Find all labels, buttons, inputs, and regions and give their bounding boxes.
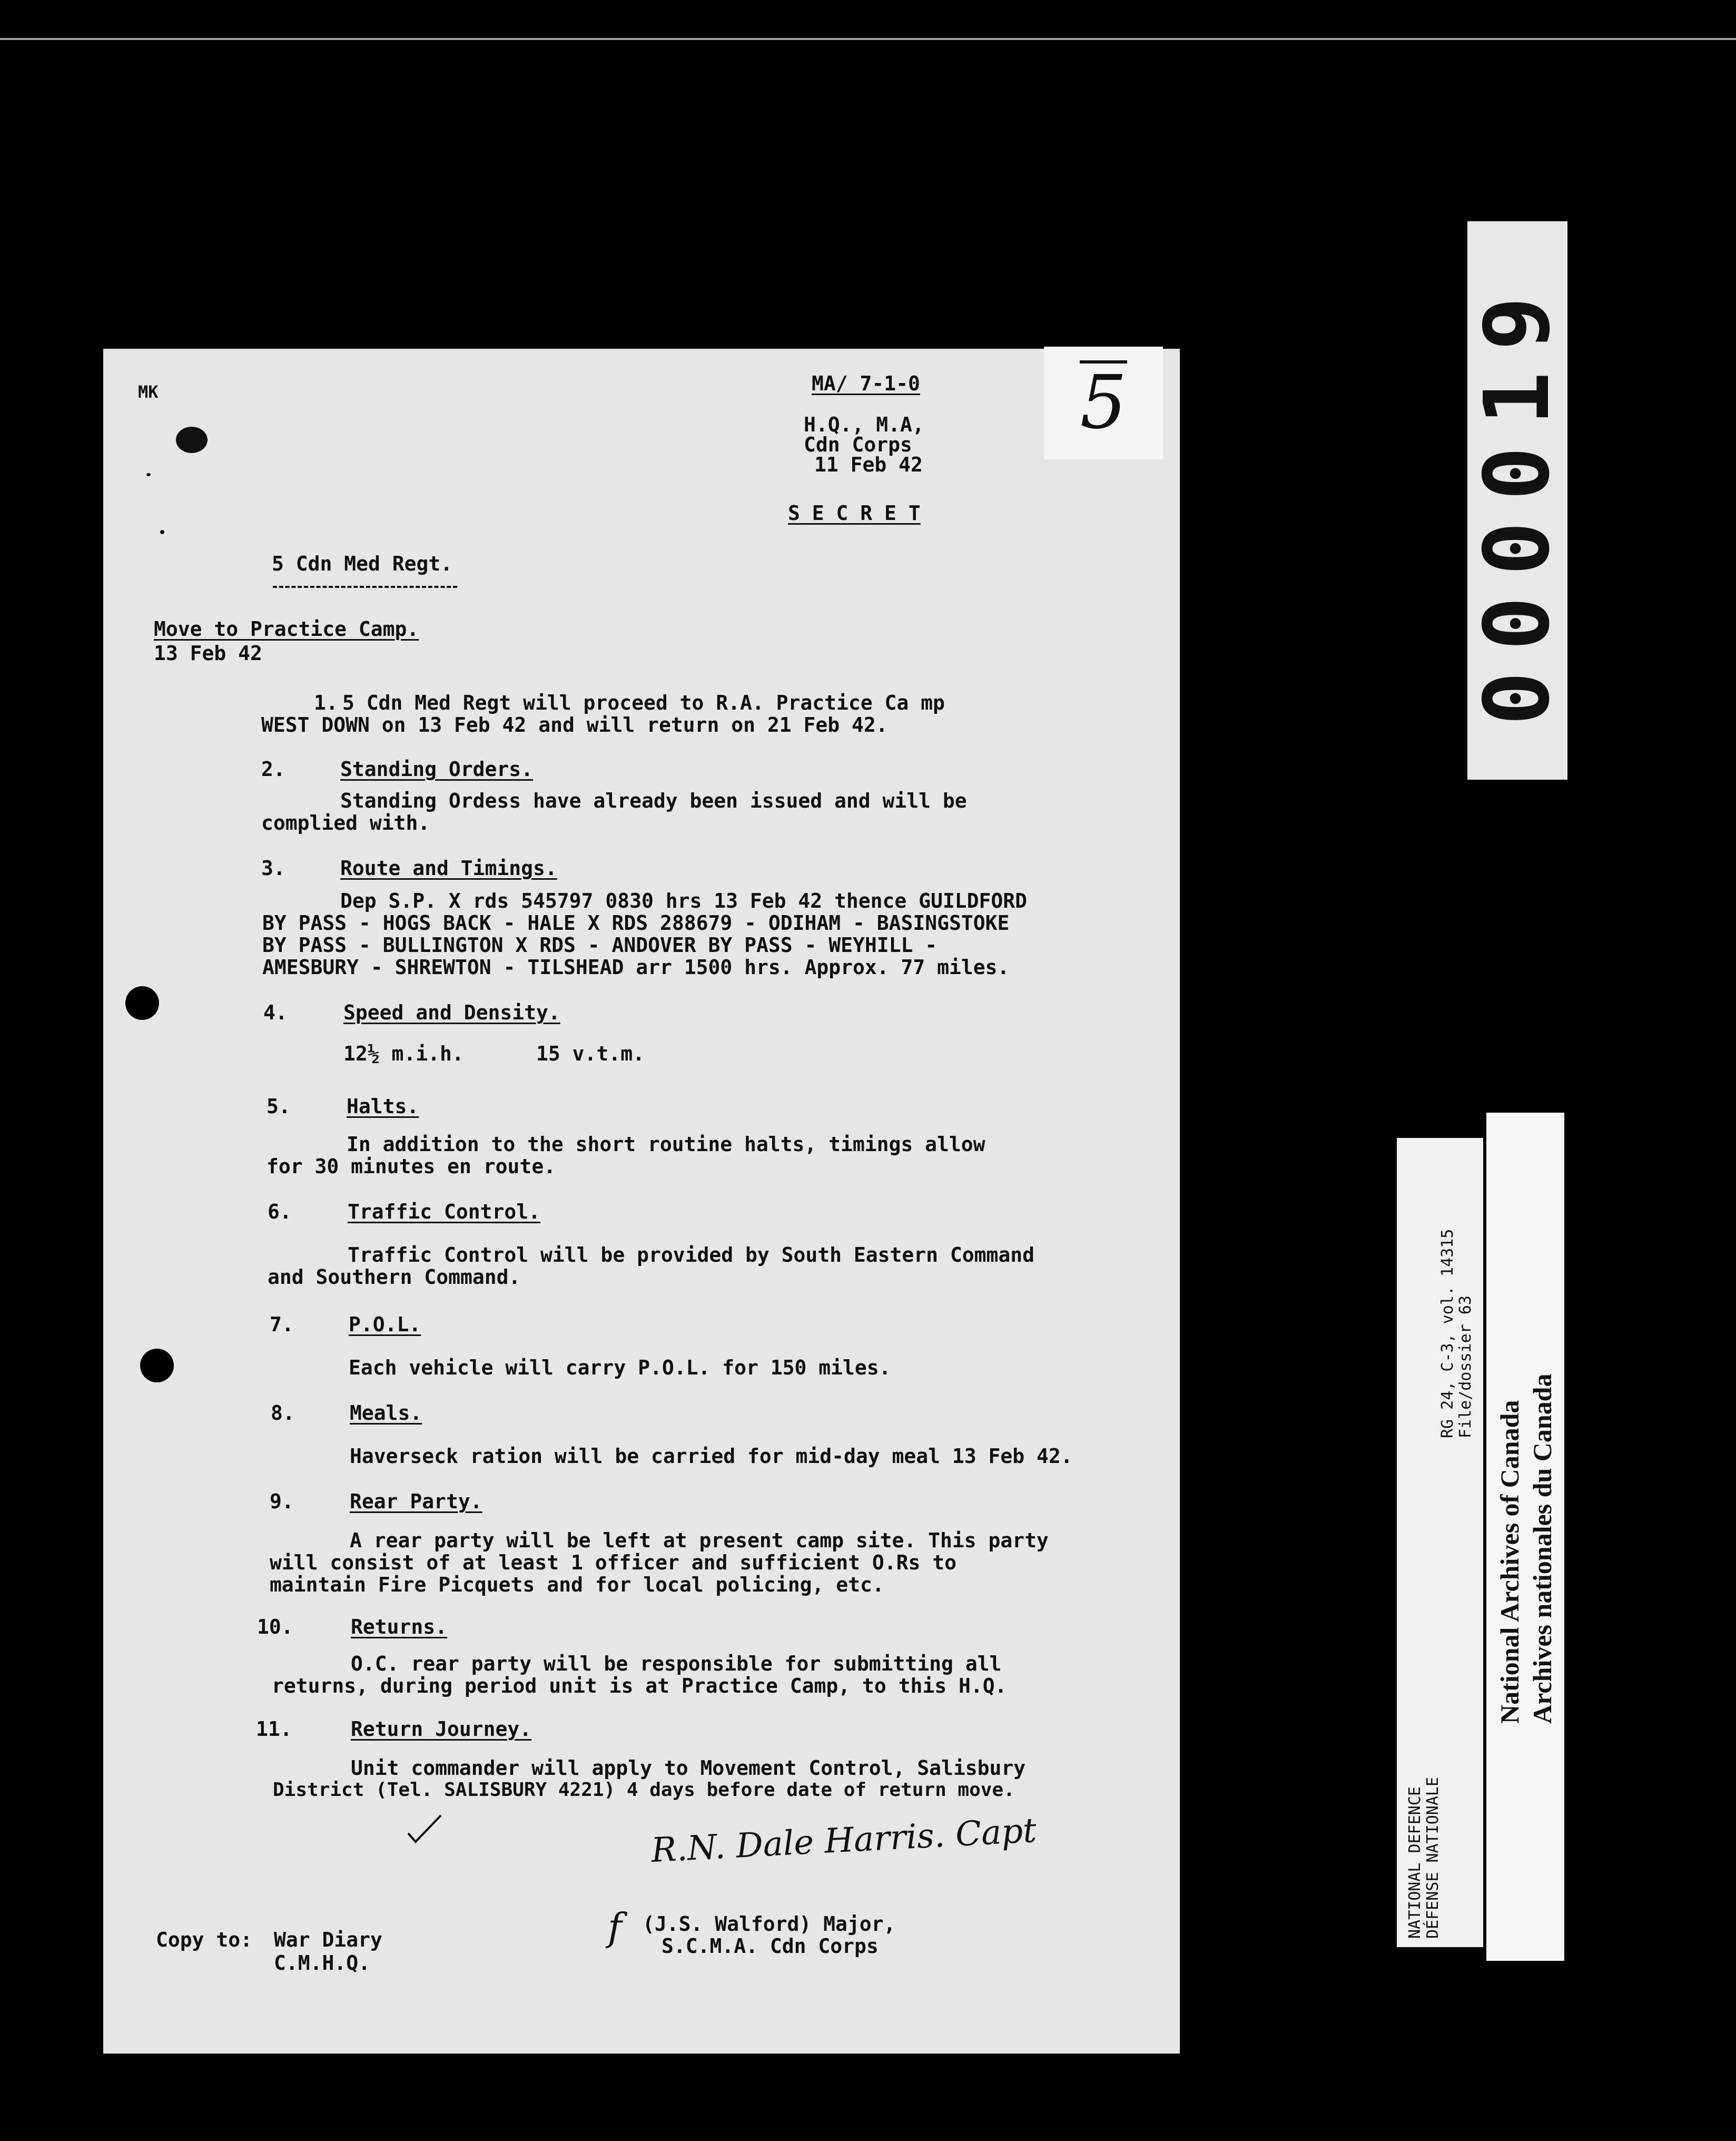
para-9-heading: Rear Party. bbox=[350, 1490, 482, 1513]
para-7-line-1: Each vehicle will carry P.O.L. for 150 miles. bbox=[349, 1356, 891, 1379]
para-3-line-1: Dep S.P. X rds 545797 0830 hrs 13 Feb 42 thence GUILDFORD bbox=[340, 889, 1028, 912]
rg-volume-reference: RG 24, C-3, vol. 14315 bbox=[1438, 1229, 1457, 1438]
national-defence-fr: DÉFENSE NATIONALE bbox=[1424, 1776, 1442, 1939]
file-reference: MA/ 7-1-0 bbox=[812, 372, 920, 395]
para-3-number: 3. bbox=[261, 857, 285, 880]
para-8-number: 8. bbox=[271, 1401, 295, 1425]
para-4-number: 4. bbox=[263, 1001, 288, 1024]
classification: S E C R E T bbox=[788, 502, 921, 525]
para-5-number: 5. bbox=[267, 1095, 291, 1118]
para-6-line-1: Traffic Control will be provided by South Eastern Command bbox=[348, 1243, 1035, 1266]
para-11-line-1: Unit commander will apply to Movement Control, Salisbury bbox=[351, 1756, 1026, 1780]
para-3-line-3: BY PASS - BULLINGTON X RDS - ANDOVER BY PASS - WEYHILL - bbox=[262, 934, 938, 957]
hq-line-1: H.Q., M.A, bbox=[804, 413, 924, 436]
signatory-name: (J.S. Walford) Major, bbox=[643, 1912, 896, 1936]
para-8-heading: Meals. bbox=[350, 1401, 422, 1425]
para-11-heading: Return Journey. bbox=[351, 1717, 532, 1741]
para-2-line-2: complied with. bbox=[261, 811, 430, 834]
frame-number-strip bbox=[1465, 221, 1570, 780]
para-9-line-3: maintain Fire Picquets and for local policing, etc. bbox=[270, 1573, 884, 1596]
para-7-heading: P.O.L. bbox=[349, 1313, 421, 1336]
para-10-number: 10. bbox=[257, 1615, 293, 1638]
speck bbox=[146, 473, 151, 476]
para-8-line-1: Haverseck ration will be carried for mid-day meal 13 Feb 42. bbox=[350, 1445, 1073, 1468]
archives-label bbox=[1486, 1113, 1564, 1961]
hq-line-2: Cdn Corps bbox=[804, 433, 912, 456]
archive-reference-label bbox=[1397, 1138, 1483, 1947]
subject-date: 13 Feb 42 bbox=[154, 642, 262, 665]
national-defence-en: NATIONAL DEFENCE bbox=[1406, 1786, 1424, 1939]
para-1-number: 1. bbox=[314, 691, 338, 714]
addressee-underline bbox=[273, 586, 457, 588]
para-4-heading: Speed and Density. bbox=[343, 1001, 560, 1024]
file-dossier-reference: File/dossier 63 bbox=[1456, 1295, 1475, 1438]
copy-to-label: Copy to: bbox=[156, 1928, 253, 1951]
archives-name-fr: Archives nationales du Canada bbox=[1527, 1373, 1557, 1724]
para-5-line-1: In addition to the short routine halts, timings allow bbox=[347, 1133, 985, 1156]
para-9-line-1: A rear party will be left at present camp site. This party bbox=[350, 1529, 1049, 1552]
para-2-line-1: Standing Ordess have already been issued and will be bbox=[340, 789, 967, 812]
para-1-line-1: 5 Cdn Med Regt will proceed to R.A. Practice Ca mp bbox=[342, 691, 945, 714]
para-1-line-2: WEST DOWN on 13 Feb 42 and will return on 21 Feb 42. bbox=[261, 713, 888, 736]
handwritten-signature: R.N. Dale Harris. Capt bbox=[650, 1811, 1038, 1871]
document-page bbox=[103, 349, 1180, 2054]
para-6-number: 6. bbox=[268, 1200, 292, 1223]
para-10-heading: Returns. bbox=[351, 1615, 448, 1638]
para-3-heading: Route and Timings. bbox=[340, 857, 557, 880]
para-4-line-1: 12½ m.i.h. 15 v.t.m. bbox=[343, 1042, 645, 1065]
para-2-heading: Standing Orders. bbox=[340, 758, 534, 781]
copy-to-war-diary: War Diary bbox=[274, 1928, 382, 1951]
para-5-line-2: for 30 minutes en route. bbox=[267, 1155, 556, 1178]
para-6-heading: Traffic Control. bbox=[348, 1200, 541, 1223]
para-10-line-1: O.C. rear party will be responsible for submitting all bbox=[351, 1652, 1002, 1675]
archives-name-en: National Archives of Canada bbox=[1495, 1400, 1524, 1724]
punch-hole bbox=[125, 986, 159, 1020]
para-6-line-2: and Southern Command. bbox=[268, 1265, 521, 1289]
letter-date: 11 Feb 42 bbox=[814, 453, 923, 476]
initials: MK bbox=[138, 382, 159, 402]
para-3-line-2: BY PASS - HOGS BACK - HALE X RDS 288679 - ODIHAM - BASINGSTOKE bbox=[262, 911, 1010, 935]
para-9-line-2: will consist of at least 1 officer and sufficient O.Rs to bbox=[270, 1551, 957, 1574]
para-11-line-2: District (Tel. SALISBURY 4221) 4 days before date of return move. bbox=[273, 1779, 1015, 1801]
addressee: 5 Cdn Med Regt. bbox=[272, 552, 453, 575]
checkmark-icon bbox=[406, 1813, 443, 1845]
para-5-heading: Halts. bbox=[347, 1095, 419, 1118]
speck bbox=[160, 530, 164, 534]
para-7-number: 7. bbox=[270, 1313, 294, 1336]
signatory-title: S.C.M.A. Cdn Corps bbox=[662, 1934, 879, 1958]
copy-to-cmhq: C.M.H.Q. bbox=[274, 1951, 371, 1975]
subject-title: Move to Practice Camp. bbox=[154, 617, 419, 641]
para-9-number: 9. bbox=[270, 1490, 294, 1513]
para-10-line-2: returns, during period unit is at Practice Camp, to this H.Q. bbox=[272, 1674, 1007, 1697]
frame-number: 000019 bbox=[1465, 275, 1570, 726]
para-2-number: 2. bbox=[261, 758, 285, 781]
para-11-number: 11. bbox=[256, 1717, 292, 1741]
para-3-line-4: AMESBURY - SHREWTON - TILSHEAD arr 1500 hrs. Approx. 77 miles. bbox=[262, 956, 1010, 979]
ink-blot bbox=[176, 427, 208, 453]
page-number: 5 bbox=[1080, 360, 1127, 446]
signature-initial: f bbox=[608, 1905, 622, 1949]
top-rule bbox=[0, 38, 1736, 40]
punch-hole bbox=[140, 1349, 174, 1382]
page-number-box bbox=[1044, 347, 1163, 459]
